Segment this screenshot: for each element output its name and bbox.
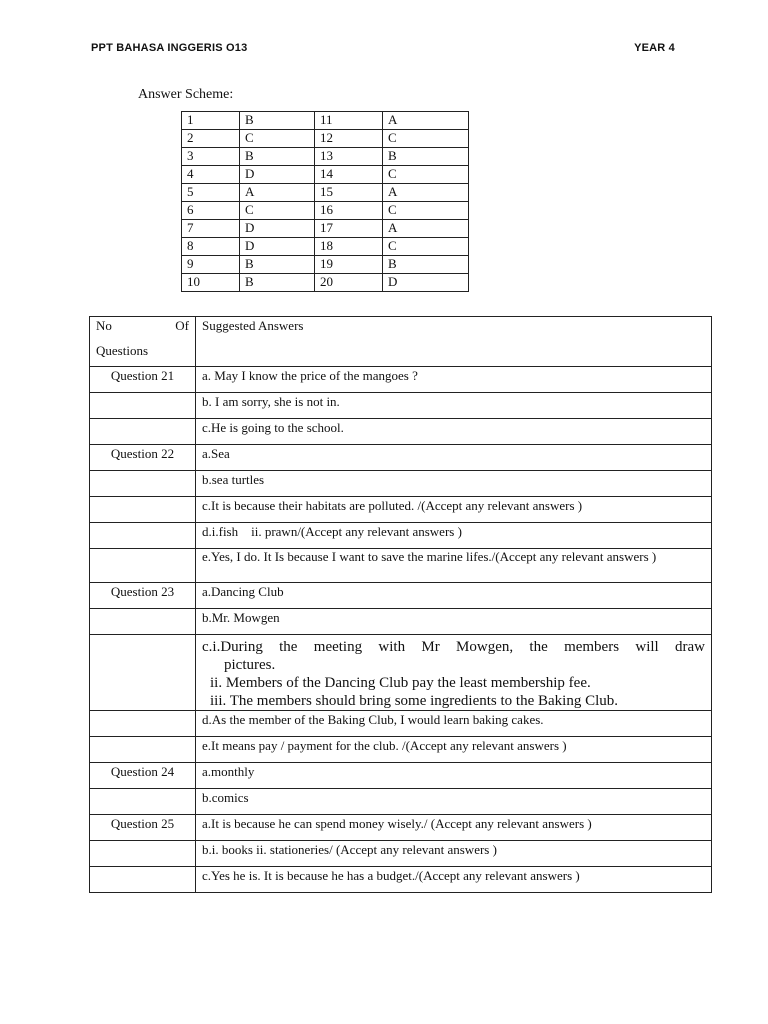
answer-key-number: 7 (182, 220, 240, 238)
answer-row (90, 609, 712, 635)
answer-text: e.It means pay / payment for the club. /(Accept any relevant answers ) (196, 737, 712, 763)
answer-key-row (182, 220, 469, 238)
col-suggested-answers: Suggested Answers (196, 317, 712, 367)
answer-row (90, 737, 712, 763)
answer-key-letter: C (383, 202, 469, 220)
answer-text: c.He is going to the school. (196, 419, 712, 445)
suggested-answers-table (89, 316, 712, 893)
answer-key-number: 5 (182, 184, 240, 202)
answer-key-table (181, 111, 469, 292)
answer-key-letter: C (383, 130, 469, 148)
question-label: Question 23 (90, 583, 196, 609)
col1-word3: Questions (96, 343, 148, 358)
answer-key-letter: B (383, 148, 469, 166)
answer-key-letter: A (383, 220, 469, 238)
answer-key-row (182, 202, 469, 220)
answer-key-number: 6 (182, 202, 240, 220)
answer-key-number: 19 (315, 256, 383, 274)
col1-word1: No (96, 318, 112, 333)
answer-scheme-label: Answer Scheme: (138, 87, 234, 102)
answer-key-number: 12 (315, 130, 383, 148)
header-left: PPT BAHASA INGGERIS O13 (91, 42, 248, 54)
answer-key-number: 15 (315, 184, 383, 202)
answer-text: e.Yes, I do. It Is because I want to save the marine lifes./(Accept any relevant answers ) (196, 549, 712, 583)
answer-key-row (182, 130, 469, 148)
answer-key-letter: B (240, 148, 315, 166)
answer-key-number: 13 (315, 148, 383, 166)
answer-key-number: 18 (315, 238, 383, 256)
answer-key-row (182, 256, 469, 274)
col-no-of-questions (90, 317, 196, 367)
answer-text: c.Yes he is. It is because he has a budget./(Accept any relevant answers ) (196, 867, 712, 893)
answer-row (90, 635, 712, 711)
answer-key-letter: D (240, 238, 315, 256)
answer-key-number: 2 (182, 130, 240, 148)
answer-row (90, 763, 712, 789)
answer-text: b. I am sorry, she is not in. (196, 393, 712, 419)
answer-row (90, 841, 712, 867)
answer-text: b.comics (196, 789, 712, 815)
answer-key-number: 16 (315, 202, 383, 220)
answer-text: b.sea turtles (196, 471, 712, 497)
answer-key-letter: D (240, 220, 315, 238)
answer-key-row (182, 166, 469, 184)
answer-key-letter: D (383, 274, 469, 292)
answer-key-letter: A (383, 112, 469, 130)
answer-key-letter: B (240, 112, 315, 130)
answer-key-letter: A (383, 184, 469, 202)
suggested-header-row (90, 317, 712, 367)
answer-key-number: 9 (182, 256, 240, 274)
q23c-line2: ii. Members of the Dancing Club pay the least membership fee. (210, 675, 591, 691)
answer-key-letter: C (383, 238, 469, 256)
answer-row (90, 867, 712, 893)
answer-key-letter: B (383, 256, 469, 274)
answer-key-number: 14 (315, 166, 383, 184)
answer-row (90, 815, 712, 841)
answer-text: a. May I know the price of the mangoes ? (196, 367, 712, 393)
question-label: Question 21 (90, 367, 196, 393)
answer-text: d.i.fish ii. prawn/(Accept any relevant answers ) (196, 523, 712, 549)
answer-key-number: 20 (315, 274, 383, 292)
answer-key-letter: C (383, 166, 469, 184)
answer-row (90, 497, 712, 523)
question-label: Question 22 (90, 445, 196, 471)
answer-key-number: 1 (182, 112, 240, 130)
answer-key-letter: A (240, 184, 315, 202)
header-right: YEAR 4 (634, 42, 675, 54)
question-label: Question 24 (90, 763, 196, 789)
answer-key-row (182, 274, 469, 292)
answer-text: a.monthly (196, 763, 712, 789)
answer-key-letter: D (240, 166, 315, 184)
answer-row (90, 445, 712, 471)
answer-row (90, 583, 712, 609)
answer-key-number: 17 (315, 220, 383, 238)
answer-row (90, 789, 712, 815)
answer-row (90, 523, 712, 549)
answer-key-number: 3 (182, 148, 240, 166)
answer-key-letter: C (240, 130, 315, 148)
answer-row (90, 419, 712, 445)
answer-row (90, 367, 712, 393)
answer-row (90, 711, 712, 737)
answer-text: c.It is because their habitats are polluted. /(Accept any relevant answers ) (196, 497, 712, 523)
question-label: Question 25 (90, 815, 196, 841)
answer-key-row (182, 148, 469, 166)
answer-key-number: 10 (182, 274, 240, 292)
answer-key-letter: B (240, 256, 315, 274)
q23c-line3: iii. The members should bring some ingredients to the Baking Club. (210, 693, 619, 709)
col1-word2: Of (175, 318, 189, 333)
answer-key-letter: B (240, 274, 315, 292)
answer-key-row (182, 112, 469, 130)
answer-key-row (182, 184, 469, 202)
answer-text: a.Dancing Club (196, 583, 712, 609)
answer-key-row (182, 238, 469, 256)
answer-key-number: 4 (182, 166, 240, 184)
answer-text: b.i. books ii. stationeries/ (Accept any relevant answers ) (196, 841, 712, 867)
q23c-line1b: pictures. (224, 657, 276, 673)
answer-key-letter: C (240, 202, 315, 220)
answer-row (90, 549, 712, 583)
answer-text-multiline (196, 635, 712, 711)
answer-text: d.As the member of the Baking Club, I would learn baking cakes. (196, 711, 712, 737)
answer-text: b.Mr. Mowgen (196, 609, 712, 635)
answer-key-number: 8 (182, 238, 240, 256)
answer-row (90, 471, 712, 497)
answer-key-number: 11 (315, 112, 383, 130)
answer-text: a.Sea (196, 445, 712, 471)
q23c-line1: c.i.During the meeting with Mr Mowgen, the members will draw (202, 639, 705, 655)
answer-row (90, 393, 712, 419)
answer-text: a.It is because he can spend money wisely./ (Accept any relevant answers ) (196, 815, 712, 841)
